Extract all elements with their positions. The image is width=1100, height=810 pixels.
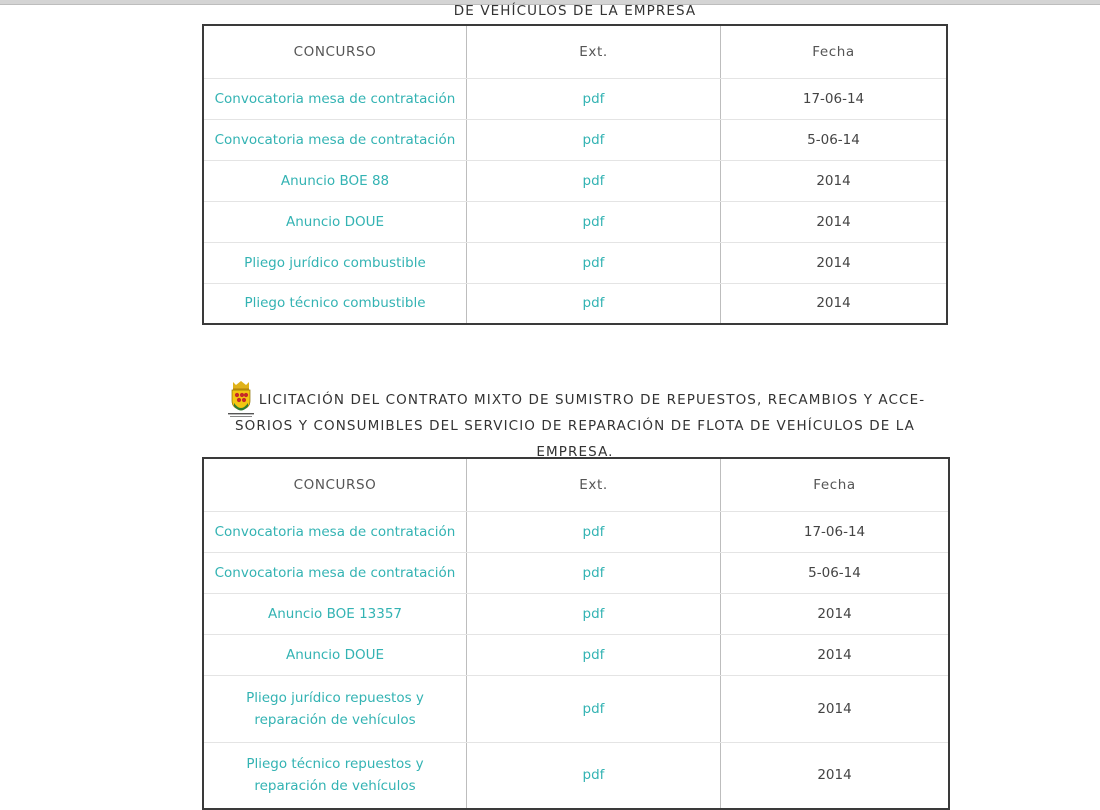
document-link[interactable] — [246, 756, 423, 794]
pdf-link[interactable]: pdf — [582, 700, 605, 717]
date-cell: 17-06-14 — [721, 78, 948, 119]
pdf-link[interactable]: pdf — [582, 523, 605, 540]
municipal-coat-of-arms-icon — [225, 379, 257, 419]
table-row — [203, 552, 949, 593]
table-row — [203, 742, 949, 809]
document-link-line: Pliego técnico repuestos y — [246, 756, 424, 773]
pdf-link[interactable]: pdf — [582, 172, 605, 189]
date-cell: 2014 — [721, 283, 948, 324]
section1-title: DE VEHÍCULOS DE LA EMPRESA — [453, 3, 697, 19]
header-fecha: Fecha — [721, 25, 948, 78]
date-cell: 2014 — [721, 675, 950, 742]
document-link[interactable] — [246, 690, 424, 728]
section2-title-line-2: SORIOS Y CONSUMIBLES DEL SERVICIO DE REPARACIÓN DE FLOTA DE VEHÍCULOS DE LA — [235, 418, 915, 434]
table-row — [203, 283, 947, 324]
table-row — [203, 675, 949, 742]
document-link[interactable]: Anuncio BOE 13357 — [267, 605, 403, 622]
table-row — [203, 511, 949, 552]
pdf-link[interactable]: pdf — [582, 564, 605, 581]
document-link[interactable]: Pliego técnico combustible — [244, 295, 426, 312]
document-link-line: reparación de vehículos — [254, 778, 416, 795]
pdf-link[interactable]: pdf — [582, 254, 605, 271]
document-link-line: reparación de vehículos — [254, 711, 416, 728]
section2-documents-table — [202, 457, 950, 810]
date-cell: 2014 — [721, 242, 948, 283]
table-row — [203, 160, 947, 201]
section2-title-line-3: EMPRESA. — [536, 444, 614, 460]
document-link[interactable]: Anuncio DOUE — [285, 646, 385, 663]
pdf-link[interactable]: pdf — [582, 213, 605, 230]
header-ext: Ext. — [467, 25, 721, 78]
pdf-link[interactable]: pdf — [582, 90, 605, 107]
document-link-line: Pliego jurídico repuestos y — [246, 689, 424, 706]
date-cell: 2014 — [721, 742, 950, 809]
date-cell: 5-06-14 — [721, 119, 948, 160]
header-fecha: Fecha — [721, 458, 950, 511]
pdf-link[interactable]: pdf — [582, 295, 605, 312]
date-cell: 2014 — [721, 201, 948, 242]
pdf-link[interactable]: pdf — [582, 767, 605, 784]
document-link[interactable]: Pliego jurídico combustible — [244, 254, 426, 271]
pdf-link[interactable]: pdf — [582, 646, 605, 663]
document-link[interactable]: Anuncio DOUE — [285, 213, 385, 230]
date-cell: 2014 — [721, 593, 950, 634]
document-link[interactable]: Convocatoria mesa de contratación — [214, 90, 456, 107]
section2-title-line-1: LICITACIÓN DEL CONTRATO MIXTO DE SUMISTRO DE REPUESTOS, RECAMBIOS Y ACCE- — [258, 392, 926, 408]
pdf-link[interactable]: pdf — [582, 605, 605, 622]
table-row — [203, 242, 947, 283]
date-cell: 2014 — [721, 160, 948, 201]
date-cell: 2014 — [721, 634, 950, 675]
table-row — [203, 634, 949, 675]
document-link[interactable]: Anuncio BOE 88 — [280, 172, 390, 189]
table-row — [203, 119, 947, 160]
table-header-row — [203, 25, 947, 78]
section1-documents-table — [202, 24, 948, 325]
document-link[interactable]: Convocatoria mesa de contratación — [214, 131, 456, 148]
table-row — [203, 593, 949, 634]
date-cell: 5-06-14 — [721, 552, 950, 593]
header-concurso: CONCURSO — [203, 458, 467, 511]
table-row — [203, 201, 947, 242]
document-link[interactable]: Convocatoria mesa de contratación — [214, 523, 456, 540]
header-ext: Ext. — [467, 458, 721, 511]
table-header-row — [203, 458, 949, 511]
header-concurso: CONCURSO — [203, 25, 467, 78]
pdf-link[interactable]: pdf — [582, 131, 605, 148]
document-link[interactable]: Convocatoria mesa de contratación — [214, 564, 456, 581]
table-row — [203, 78, 947, 119]
section2-title — [200, 373, 950, 465]
date-cell: 17-06-14 — [721, 511, 950, 552]
